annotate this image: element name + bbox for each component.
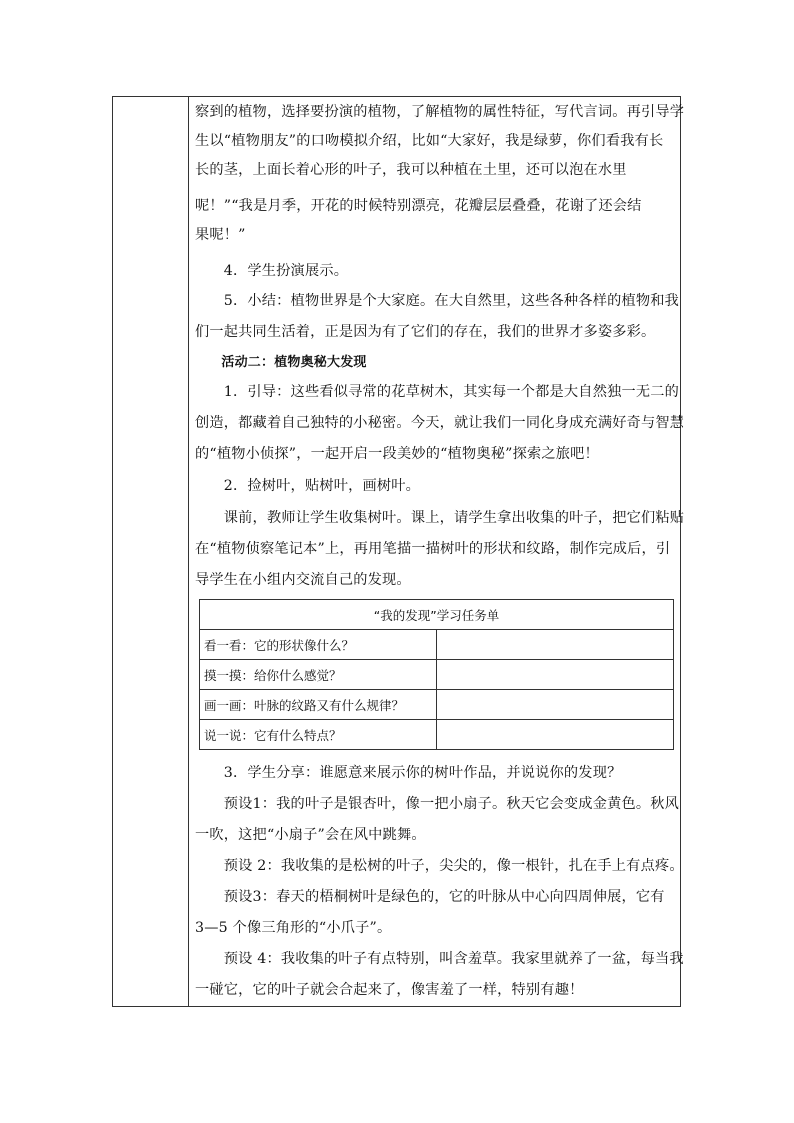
- paragraph-line: 导学生在小组内交流自己的发现。: [195, 572, 411, 588]
- paragraph-line: 3—5 个像三角形的“小爪子”。: [195, 920, 392, 936]
- paragraph-line: 在“植物侦察笔记本”上，再用笔描一描树叶的形状和纹路，制作完成后，引: [195, 541, 671, 557]
- paragraph-line: 果呢！”: [195, 227, 246, 243]
- paragraph-line: 创造，都藏着自己独特的小秘密。今天，就让我们一同化身成充满好奇与智慧: [195, 415, 685, 431]
- content-cell: [190, 97, 685, 1006]
- paragraph-line: 预设3：春天的梧桐树叶是绿色的，它的叶脉从中心向四周伸展，它有: [195, 889, 665, 905]
- paragraph-line: 的“植物小侦探”，一起开启一段美妙的“植物奥秘”探索之旅吧！: [195, 446, 599, 462]
- task-sheet-table: [199, 599, 674, 750]
- task-answer-cell: [437, 630, 674, 660]
- task-question: 摸一摸：给你什么感觉？: [200, 660, 437, 690]
- paragraph-line: 课前，教师让学生收集树叶。课上，请学生拿出收集的叶子，把它们粘贴: [195, 510, 685, 526]
- task-question: 画一画：叶脉的纹路又有什么规律？: [200, 690, 437, 720]
- paragraph-line: 预设 2：我收集的是松树的叶子，尖尖的，像一根针，扎在手上有点疼。: [195, 858, 684, 874]
- paragraph-line: 呢！”“我是月季，开花的时候特别漂亮，花瓣层层叠叠，花谢了还会结: [195, 198, 642, 214]
- paragraph-line: 生以“植物朋友”的口吻模拟介绍，比如“大家好，我是绿萝，你们看我有长: [195, 133, 664, 149]
- paragraph-line: 4．学生扮演展示。: [195, 263, 349, 279]
- paragraph-line: 们一起共同生活着，正是因为有了它们的存在，我们的世界才多姿多彩。: [195, 324, 656, 340]
- paragraph-line: 长的茎，上面长着心形的叶子，我可以种植在土里，还可以泡在水里: [195, 162, 627, 178]
- paragraph-line: 5．小结：植物世界是个大家庭。在大自然里，这些各种各样的植物和我: [195, 293, 680, 309]
- task-answer-cell: [437, 660, 674, 690]
- left-column: [113, 97, 189, 1006]
- paragraph-line: 察到的植物，选择要扮演的植物，了解植物的属性特征，写代言词。再引导学: [195, 104, 685, 120]
- paragraph-line: 预设 4：我收集的叶子有点特别，叫含羞草。我家里就养了一盆，每当我: [195, 951, 684, 967]
- task-answer-cell: [437, 720, 674, 750]
- task-answer-cell: [437, 690, 674, 720]
- task-question: 说一说：它有什么特点？: [200, 720, 437, 750]
- section-heading: 活动二：植物奥秘大发现: [195, 355, 367, 370]
- task-question: 看一看：它的形状像什么？: [200, 630, 437, 660]
- paragraph-line: 2．捡树叶，贴树叶，画树叶。: [195, 478, 421, 494]
- paragraph-line: 一碰它，它的叶子就会合起来了，像害羞了一样，特别有趣！: [195, 982, 584, 998]
- paragraph-line: 预设1：我的叶子是银杏叶，像一把小扇子。秋天它会变成金黄色。秋风: [195, 796, 680, 812]
- paragraph-line: 一吹，这把“小扇子”会在风中跳舞。: [195, 827, 426, 843]
- paragraph-line: 1．引导：这些看似寻常的花草树木，其实每一个都是大自然独一无二的: [195, 384, 680, 400]
- task-sheet-title: “我的发现”学习任务单: [200, 600, 674, 630]
- lesson-table: [112, 96, 685, 1007]
- paragraph-line: 3．学生分享：谁愿意来展示你的树叶作品，并说说你的发现？: [195, 765, 622, 781]
